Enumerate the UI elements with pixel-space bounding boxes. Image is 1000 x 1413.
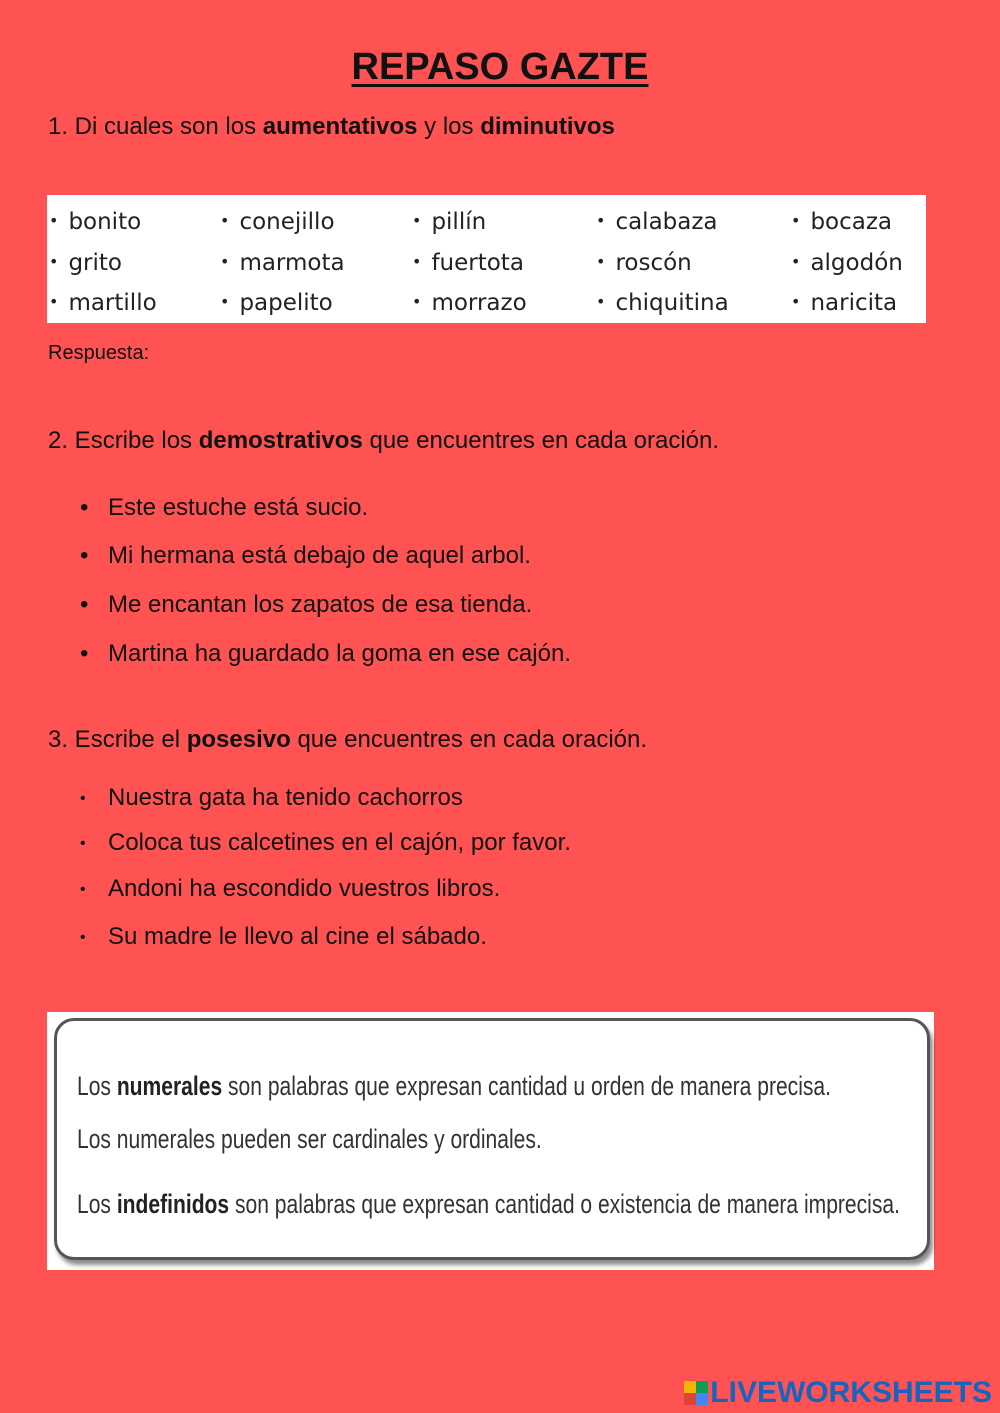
q3-prefix: 3. Escribe el	[48, 726, 187, 753]
info-panel	[47, 1012, 934, 1270]
word-item: • martillo	[49, 290, 157, 316]
word-item: • fuertota	[412, 250, 524, 276]
word-item: • bonito	[49, 209, 142, 235]
word-list-box	[47, 195, 926, 323]
q2-prefix: 2. Escribe los	[48, 427, 199, 454]
liveworksheets-logo	[684, 1376, 992, 1410]
info-line-indefinidos: Los indefinidos son palabras que expresan cantidad o existencia de manera imprecisa.	[77, 1189, 900, 1219]
list-item: • Nuestra gata ha tenido cachorros	[80, 784, 463, 811]
list-item: • Mi hermana está debajo de aquel arbol.	[80, 542, 531, 569]
word-item: • chiquitina	[596, 290, 729, 316]
list-item: • Su madre le llevo al cine el sábado.	[80, 923, 487, 950]
q1-bold-aumentativos: aumentativos	[262, 113, 418, 140]
word-item: • conejillo	[220, 209, 335, 235]
word-item: • marmota	[220, 250, 345, 276]
list-item: • Coloca tus calcetines en el cajón, por favor.	[80, 829, 571, 856]
info-line-numerales: Los numerales son palabras que expresan cantidad u orden de manera precisa.	[77, 1071, 831, 1101]
word-item: • grito	[49, 250, 122, 276]
question-3-heading	[48, 726, 647, 754]
word-item: • calabaza	[596, 209, 718, 235]
q2-bold-demostrativos: demostrativos	[198, 427, 363, 454]
word-item: • papelito	[220, 290, 333, 316]
question-1-heading	[48, 113, 615, 141]
q1-prefix: 1. Di cuales son los	[48, 113, 263, 140]
page-title: REPASO GAZTE	[351, 46, 649, 88]
logo-text: LIVEWORKSHEETS	[710, 1376, 992, 1409]
info-line-cardinales: Los numerales pueden ser cardinales y ordinales.	[77, 1124, 542, 1154]
list-item: • Andoni ha escondido vuestros libros.	[80, 875, 501, 902]
liveworksheets-mark-icon	[684, 1381, 708, 1405]
q2-suffix: que encuentres en cada oración.	[362, 427, 720, 454]
question-2-heading	[48, 427, 719, 455]
word-item: • morrazo	[412, 290, 527, 316]
word-item: • pillín	[412, 209, 487, 235]
word-item: • roscón	[596, 250, 692, 276]
q3-bold-posesivo: posesivo	[186, 726, 291, 753]
info-rounded-frame	[54, 1018, 930, 1260]
q1-middle: y los	[417, 113, 481, 140]
answer-label: Respuesta:	[48, 342, 150, 364]
q3-suffix: que encuentres en cada oración.	[290, 726, 648, 753]
list-item: • Martina ha guardado la goma en ese cajón.	[80, 640, 571, 667]
word-item: • algodón	[791, 250, 903, 276]
list-item: • Me encantan los zapatos de esa tienda.	[80, 591, 533, 618]
q1-bold-diminutivos: diminutivos	[480, 113, 615, 140]
word-item: • bocaza	[791, 209, 893, 235]
list-item: • Este estuche está sucio.	[80, 494, 369, 521]
word-item: • naricita	[791, 290, 898, 316]
